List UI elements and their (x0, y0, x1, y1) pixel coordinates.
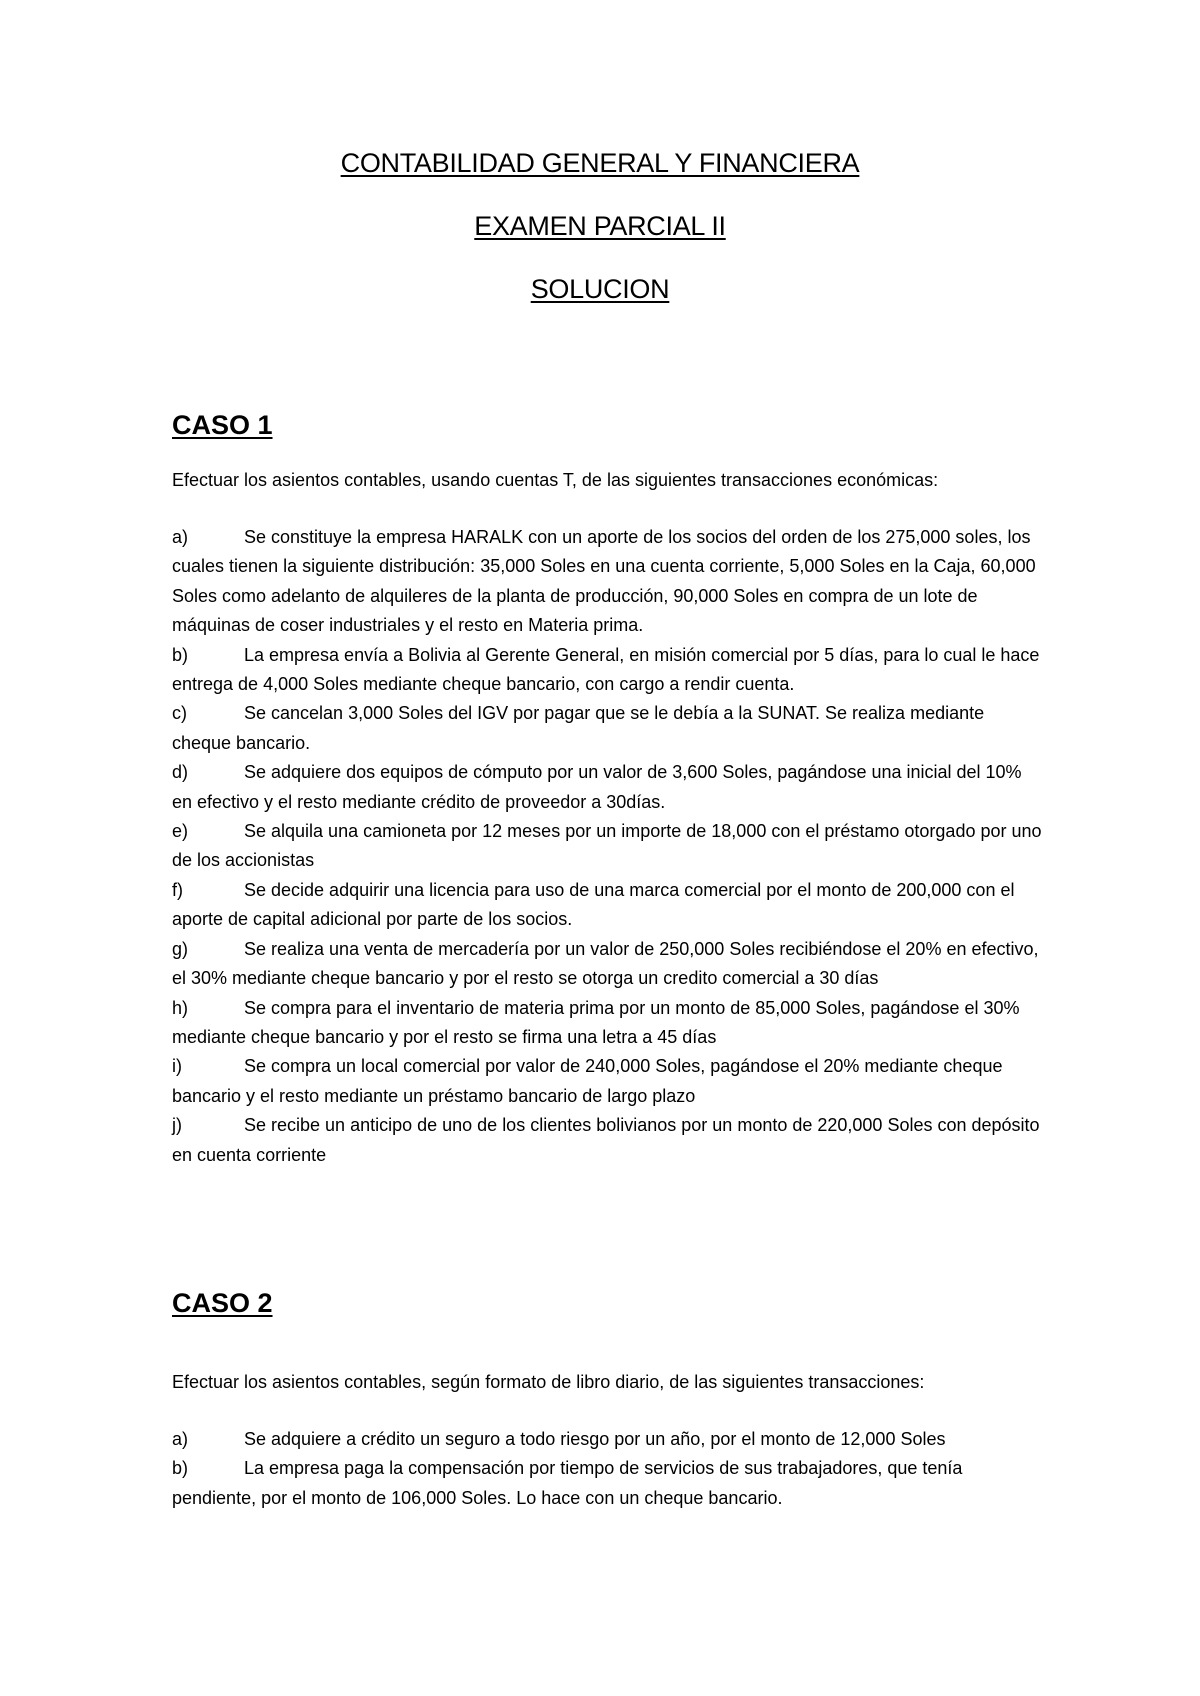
caso-2-intro: Efectuar los asientos contables, según formato de libro diario, de las siguientes transacciones: (172, 1372, 925, 1392)
item-text: Se realiza una venta de mercadería por un valor de 250,000 Soles recibiéndose el 20% en efectivo, el 30% mediante cheque bancario y por el resto se otorga un credito comercial a 30 días (172, 938, 1039, 989)
list-item (172, 1111, 1042, 1170)
item-text: Se cancelan 3,000 Soles del IGV por pagar que se le debía a la SUNAT. Se realiza mediante cheque bancario. (172, 703, 985, 753)
item-letter: f) (172, 879, 183, 900)
item-text: Se adquiere a crédito un seguro a todo riesgo por un año, por el monto de 12,000 Soles (244, 1429, 946, 1449)
item-text: Se constituye la empresa HARALK con un aporte de los socios del orden de los 275,000 soles, los cuales tienen la siguiente distribución: 35,000 Soles en una cuenta corriente, 5,000 Soles en la Caja, 60,000 Soles como adelanto de alquileres de la planta de producción, 90,000 Soles en compra de un lote de máquinas de coser industriales y el resto en Materia prima. (172, 527, 1036, 636)
caso-2-heading: CASO 2 (172, 1288, 273, 1318)
list-item (172, 817, 1042, 876)
caso-1-list (172, 523, 1042, 1170)
exam-title: EXAMEN PARCIAL II (474, 211, 726, 241)
list-item (172, 641, 1042, 700)
list-item (172, 523, 1042, 641)
caso-2-section (172, 1288, 1042, 1513)
solution-title: SOLUCION (530, 274, 670, 304)
list-item (172, 876, 1042, 935)
item-letter: a) (172, 1429, 189, 1449)
item-letter: h) (172, 997, 189, 1018)
item-text: Se compra un local comercial por valor de 240,000 Soles, pagándose el 20% mediante cheque bancario y el resto mediante un préstamo bancario de largo plazo (172, 1056, 1003, 1106)
item-letter: a) (172, 527, 189, 547)
list-item (172, 1425, 1042, 1454)
item-letter: b) (172, 644, 189, 665)
item-text: Se alquila una camioneta por 12 meses por un importe de 18,000 con el préstamo otorgado por uno de los accionistas (172, 821, 1042, 871)
item-text: Se recibe un anticipo de uno de los clientes bolivianos por un monto de 220,000 Soles con depósito en cuenta corriente (172, 1115, 1040, 1165)
list-item (172, 935, 1042, 994)
item-letter: g) (172, 938, 189, 959)
item-text: La empresa envía a Bolivia al Gerente General, en misión comercial por 5 días, para lo cual le hace entrega de 4,000 Soles mediante cheque bancario, con cargo a rendir cuenta. (172, 644, 1040, 695)
title-block (0, 148, 1200, 337)
caso-1-heading: CASO 1 (172, 410, 273, 440)
item-letter: i) (172, 1056, 182, 1077)
item-text: Se adquiere dos equipos de cómputo por un valor de 3,600 Soles, pagándose una inicial del 10% en efectivo y el resto mediante crédito de proveedor a 30días. (172, 762, 1022, 812)
item-text: Se decide adquirir una licencia para uso de una marca comercial por el monto de 200,000 con el aporte de capital adicional por parte de los socios. (172, 879, 1015, 930)
item-text: La empresa paga la compensación por tiempo de servicios de sus trabajadores, que tenía pendiente, por el monto de 106,000 Soles. Lo hace con un cheque bancario. (172, 1458, 963, 1508)
caso-1-section (172, 410, 1042, 1170)
list-item (172, 994, 1042, 1053)
list-item (172, 699, 1042, 758)
list-item (172, 1454, 1042, 1513)
list-item (172, 758, 1042, 817)
item-letter: d) (172, 762, 189, 783)
item-letter: e) (172, 821, 189, 842)
item-text: Se compra para el inventario de materia prima por un monto de 85,000 Soles, pagándose el 30% mediante cheque bancario y por el resto se firma una letra a 45 días (172, 997, 1020, 1047)
list-item (172, 1052, 1042, 1111)
item-letter: c) (172, 703, 187, 724)
item-letter: b) (172, 1458, 189, 1479)
document-title: CONTABILIDAD GENERAL Y FINANCIERA (340, 148, 860, 178)
caso-2-list (172, 1425, 1042, 1513)
caso-1-intro: Efectuar los asientos contables, usando cuentas T, de las siguientes transacciones económicas: (172, 470, 939, 490)
item-letter: j) (172, 1115, 182, 1136)
